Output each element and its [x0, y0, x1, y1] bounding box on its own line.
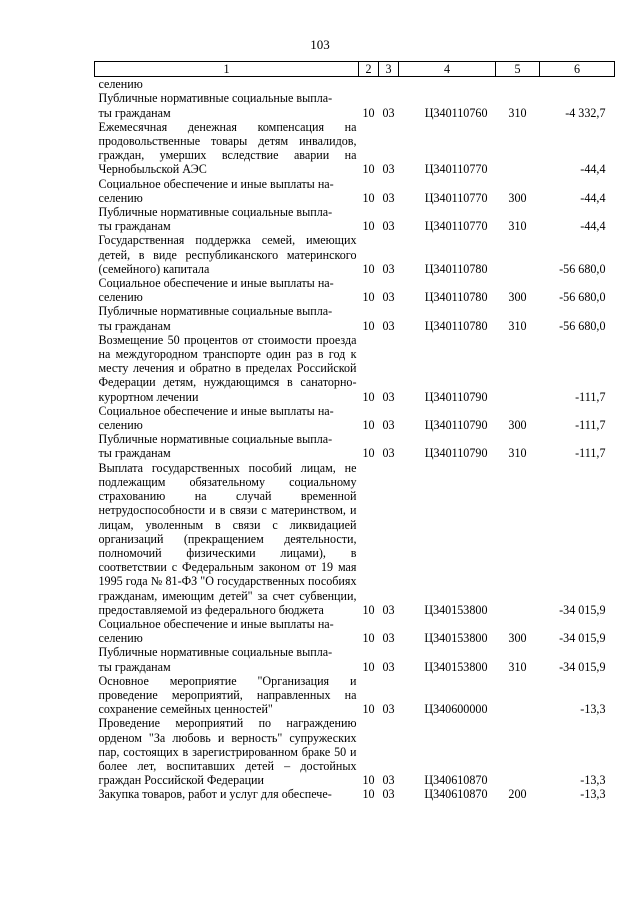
row-expense-type: 300 [508, 631, 527, 646]
row-amount: -111,7 [575, 446, 606, 461]
row-subsection: 03 [382, 702, 395, 717]
row-name: Публичные нормативные социальные выпла- ты гражданам [98, 205, 333, 234]
row-expense-type [496, 77, 540, 92]
budget-table [94, 61, 615, 802]
table-row [95, 333, 615, 404]
row-amount: -34 015,9 [559, 659, 606, 674]
row-name: Социальное обеспечение и иные выплаты на- селению [98, 276, 334, 305]
row-amount: -111,7 [575, 418, 606, 433]
row-subsection: 03 [382, 773, 395, 788]
row-expense-type [496, 233, 540, 276]
row-amount: -56 680,0 [559, 318, 606, 333]
row-expense-type: 310 [508, 219, 527, 234]
row-section: 10 [362, 773, 375, 788]
row-expense-type: 310 [508, 446, 527, 461]
row-target-article: Ц340153800 [424, 631, 488, 646]
row-amount: -44,4 [580, 190, 606, 205]
row-target-article: Ц340610870 [424, 787, 488, 802]
row-expense-type: 310 [508, 659, 527, 674]
table-row [95, 304, 615, 332]
row-amount: -111,7 [575, 389, 606, 404]
row-subsection: 03 [382, 190, 395, 205]
row-amount: -13,3 [580, 787, 606, 802]
row-section [359, 77, 379, 92]
table-body [95, 77, 615, 802]
row-subsection: 03 [382, 602, 395, 617]
row-name: Выплата государственных пособий лицам, не подлежащим обязательному социальному страхованию на случай временной нетрудоспособности и в связи с материнством, и лицам, уволенным в связи с ликвидацией организаций (прекращением деятельности, полномочий физическими лицами), в соответствии с Федеральным законом от 19 мая 1995 года № 81-ФЗ "О государственных пособиях гражданам, имеющим детей" за счет субвенции, предоставляемой из федерального бюджета [98, 460, 357, 617]
row-amount: -34 015,9 [559, 602, 606, 617]
row-name: Публичные нормативные социальные выпла- ты гражданам [98, 304, 333, 333]
row-target-article: Ц340610870 [424, 773, 488, 788]
row-target-article: Ц340110790 [424, 389, 488, 404]
table-row [95, 233, 615, 276]
row-name: Государственная поддержка семей, имеющих детей, в виде республиканского материнского (семейного) капитала [98, 233, 357, 276]
row-name: Основное мероприятие "Организация и проведение мероприятий, направленных на сохранение семейных ценностей" [98, 673, 357, 717]
row-name: Социальное обеспечение и иные выплаты на- селению [98, 176, 334, 205]
table-row [95, 205, 615, 233]
row-section: 10 [362, 602, 375, 617]
table-row [95, 91, 615, 119]
row-expense-type [496, 716, 540, 787]
row-target-article: Ц340153800 [424, 659, 488, 674]
row-target-article: Ц340110780 [424, 318, 488, 333]
row-name: Социальное обеспечение и иные выплаты на- селению [98, 403, 334, 433]
row-target-article: Ц340153800 [424, 602, 488, 617]
row-section: 10 [362, 631, 375, 646]
row-target-article: Ц340110770 [424, 219, 488, 234]
row-expense-type [496, 461, 540, 617]
row-target-article: Ц340600000 [424, 702, 488, 717]
row-subsection: 03 [382, 631, 395, 646]
row-amount: -44,4 [580, 219, 606, 234]
row-subsection: 03 [382, 261, 395, 276]
row-amount: -44,4 [580, 162, 606, 177]
row-expense-type: 200 [508, 787, 527, 802]
row-target-article [399, 77, 496, 92]
row-subsection: 03 [382, 318, 395, 333]
row-name: Публичные нормативные социальные выпла- ты гражданам [98, 432, 333, 461]
row-subsection: 03 [382, 290, 395, 305]
row-name: Закупка товаров, работ и услуг для обеспече- [98, 787, 332, 802]
row-name: Возмещение 50 процентов от стоимости проезда на междугородном транспорте один раз в год к месту лечения и обратно в пределах Российской Федерации детям, нуждающимся в санаторно-курортном лечении [98, 332, 357, 404]
row-section: 10 [362, 389, 375, 404]
row-name: Публичные нормативные социальные выпла- ты гражданам [98, 645, 333, 674]
row-subsection [379, 77, 399, 92]
row-name: селению [98, 77, 143, 92]
row-target-article: Ц340110780 [424, 261, 488, 276]
row-amount: -56 680,0 [559, 261, 606, 276]
row-expense-type: 300 [508, 190, 527, 205]
row-section: 10 [362, 418, 375, 433]
row-target-article: Ц340110770 [424, 162, 488, 177]
table-row [95, 645, 615, 673]
column-header-target-article: 4 [399, 62, 496, 77]
row-amount [540, 77, 615, 92]
column-header-section: 2 [359, 62, 379, 77]
row-target-article: Ц340110780 [424, 290, 488, 305]
row-section: 10 [362, 105, 375, 120]
row-amount: -34 015,9 [559, 631, 606, 646]
row-section: 10 [362, 290, 375, 305]
row-subsection: 03 [382, 162, 395, 177]
row-expense-type [496, 674, 540, 717]
row-subsection: 03 [382, 659, 395, 674]
row-subsection: 03 [382, 105, 395, 120]
row-section: 10 [362, 219, 375, 234]
row-subsection: 03 [382, 418, 395, 433]
row-target-article: Ц340110770 [424, 190, 488, 205]
row-section: 10 [362, 702, 375, 717]
row-expense-type [496, 333, 540, 404]
row-expense-type: 300 [508, 290, 527, 305]
table-row [95, 617, 615, 645]
row-amount: -13,3 [580, 773, 606, 788]
table-row [95, 404, 615, 432]
row-name: Ежемесячная денежная компенсация на продовольственные товары детям инвалидов, граждан, умерших вследствие аварии на Чернобыльской АЭС [98, 119, 357, 177]
row-name: Проведение мероприятий по награждению орденом "За любовь и верность" супружеских пар, состоящих в зарегистрированном браке 50 и более лет, воспитавших детей – достойных граждан Российской Федерации [98, 716, 357, 788]
row-expense-type [496, 120, 540, 177]
row-expense-type: 310 [508, 105, 527, 120]
page-number: 103 [310, 37, 330, 52]
column-header-subsection: 3 [379, 62, 399, 77]
row-expense-type: 310 [508, 318, 527, 333]
row-subsection: 03 [382, 787, 395, 802]
header-row [95, 62, 615, 77]
table-row [95, 276, 615, 304]
table-row [95, 120, 615, 177]
row-target-article: Ц340110760 [424, 105, 488, 120]
row-section: 10 [362, 162, 375, 177]
column-header-name: 1 [95, 62, 359, 77]
table-row [95, 787, 615, 801]
row-section: 10 [362, 446, 375, 461]
row-section: 10 [362, 261, 375, 276]
table-row [95, 77, 615, 92]
row-section: 10 [362, 190, 375, 205]
row-amount: -56 680,0 [559, 290, 606, 305]
row-name: Публичные нормативные социальные выпла- ты гражданам [98, 91, 333, 120]
row-section: 10 [362, 318, 375, 333]
column-header-expense-type: 5 [496, 62, 540, 77]
row-section: 10 [362, 787, 375, 802]
table-row [95, 177, 615, 205]
table-row [95, 432, 615, 460]
row-target-article: Ц340110790 [424, 446, 488, 461]
table-row [95, 461, 615, 617]
row-amount: -13,3 [580, 702, 606, 717]
table-row [95, 674, 615, 717]
row-subsection: 03 [382, 446, 395, 461]
row-subsection: 03 [382, 389, 395, 404]
column-header-amount: 6 [540, 62, 615, 77]
row-section: 10 [362, 659, 375, 674]
row-target-article: Ц340110790 [424, 418, 488, 433]
row-name: Социальное обеспечение и иные выплаты на- селению [98, 616, 334, 646]
table-row [95, 716, 615, 787]
row-subsection: 03 [382, 219, 395, 234]
row-amount: -4 332,7 [565, 105, 606, 120]
row-expense-type: 300 [508, 418, 527, 433]
